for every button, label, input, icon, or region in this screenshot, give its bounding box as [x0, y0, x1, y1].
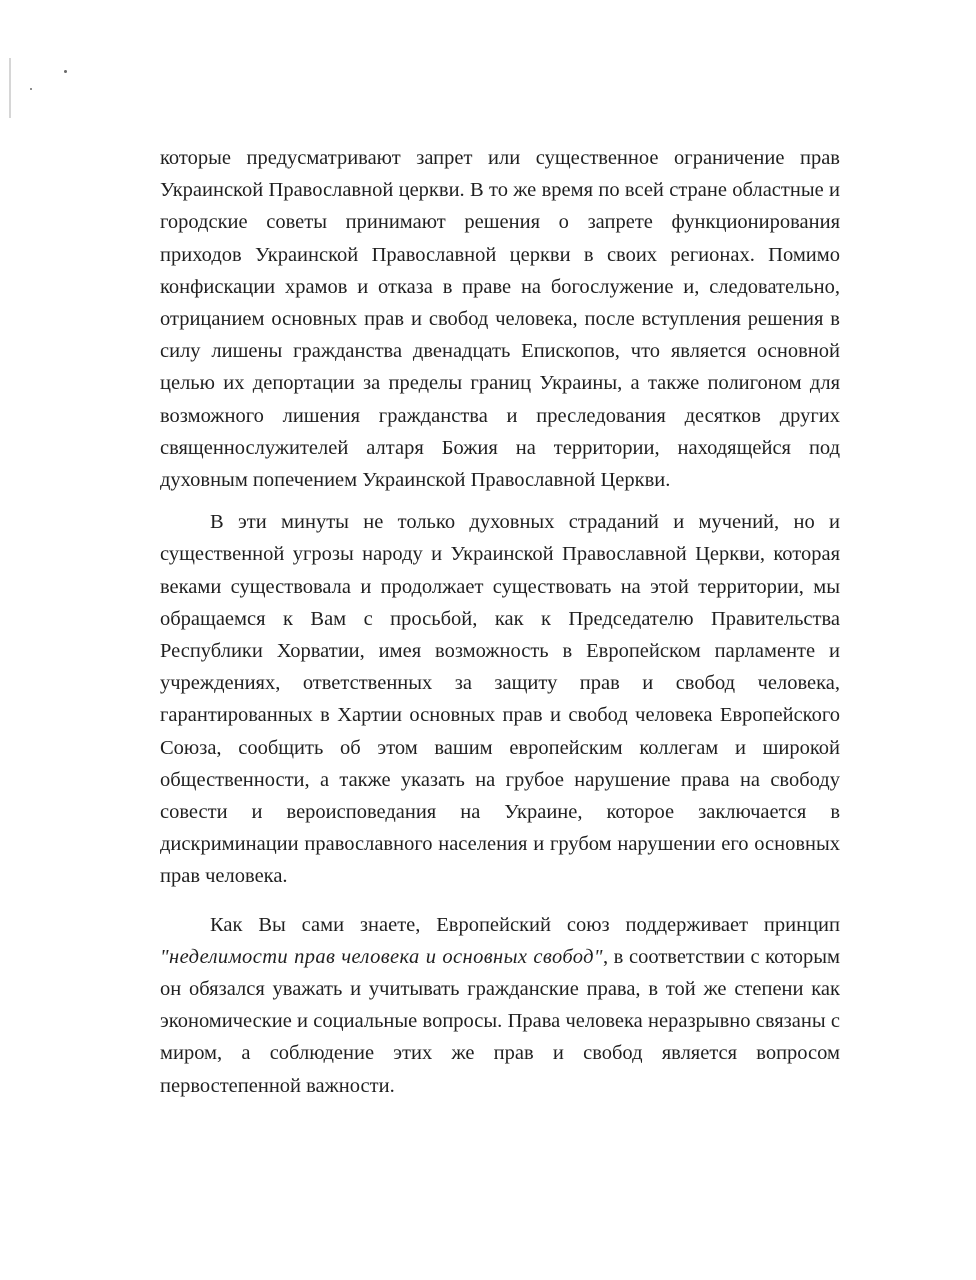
paragraph-2: В эти минуты не только духовных страданий и мучений, но и существенной угрозы народу и Украинской Православной Церкви, которая веками существовала и продолжает существовать на этой территории, мы обращаемся к Вам с просьбой, как к Председателю Правительства Республики Хорватии, имея возможность в Европейском парламенте и учреждениях, ответственных за защиту прав и свобод человека, гарантированных в Хартии основных прав и свобод человека Европейского Союза, сообщить об этом вашим европейским коллегам и широкой общественности, а также указать на грубое нарушение права на свободу совести и вероисповедания на Украине, которое заключается в дискриминации православного населения и грубом нарушении его основных прав человека.: [160, 511, 840, 888]
paragraph-3: [160, 909, 840, 1102]
paragraph-1: которые предусматривают запрет или существенное ограничение прав Украинской Православной церкви. В то же время по всей стране областные и городские советы принимают решения о запрете функционирования приходов Украинской Православной церкви в своих регионах. Помимо конфискации храмов и отказа в праве на богослужение и, следовательно, отрицанием основных прав и свобод человека, после вступления решения в силу лишены гражданства двенадцать Епископов, что является основной целью их депортации за пределы границ Украины, а также полигоном для возможного лишения гражданства и преследования десятков других священнослужителей алтаря Божия на территории, находящейся под духовным попечением Украинской Православной Церкви.: [160, 147, 840, 492]
quoted-principle: "неделимости прав человека и основных свобод": [160, 945, 603, 968]
paragraph-3-end: , в соответствии с которым он обязался уважать и учитывать гражданские права, в той же степени как экономические и социальные вопросы. Права человека неразрывно связаны с миром, а соблюдение этих же прав и свобод является вопросом первостепенной важности.: [160, 945, 840, 1097]
scan-edge-mark: [9, 58, 11, 118]
paragraph-3-start: Как Вы сами знаете, Европейский союз поддерживает принцип: [210, 913, 840, 936]
scan-speck: [64, 70, 67, 73]
scan-speck: [30, 88, 32, 90]
letter-body: [160, 142, 840, 1102]
